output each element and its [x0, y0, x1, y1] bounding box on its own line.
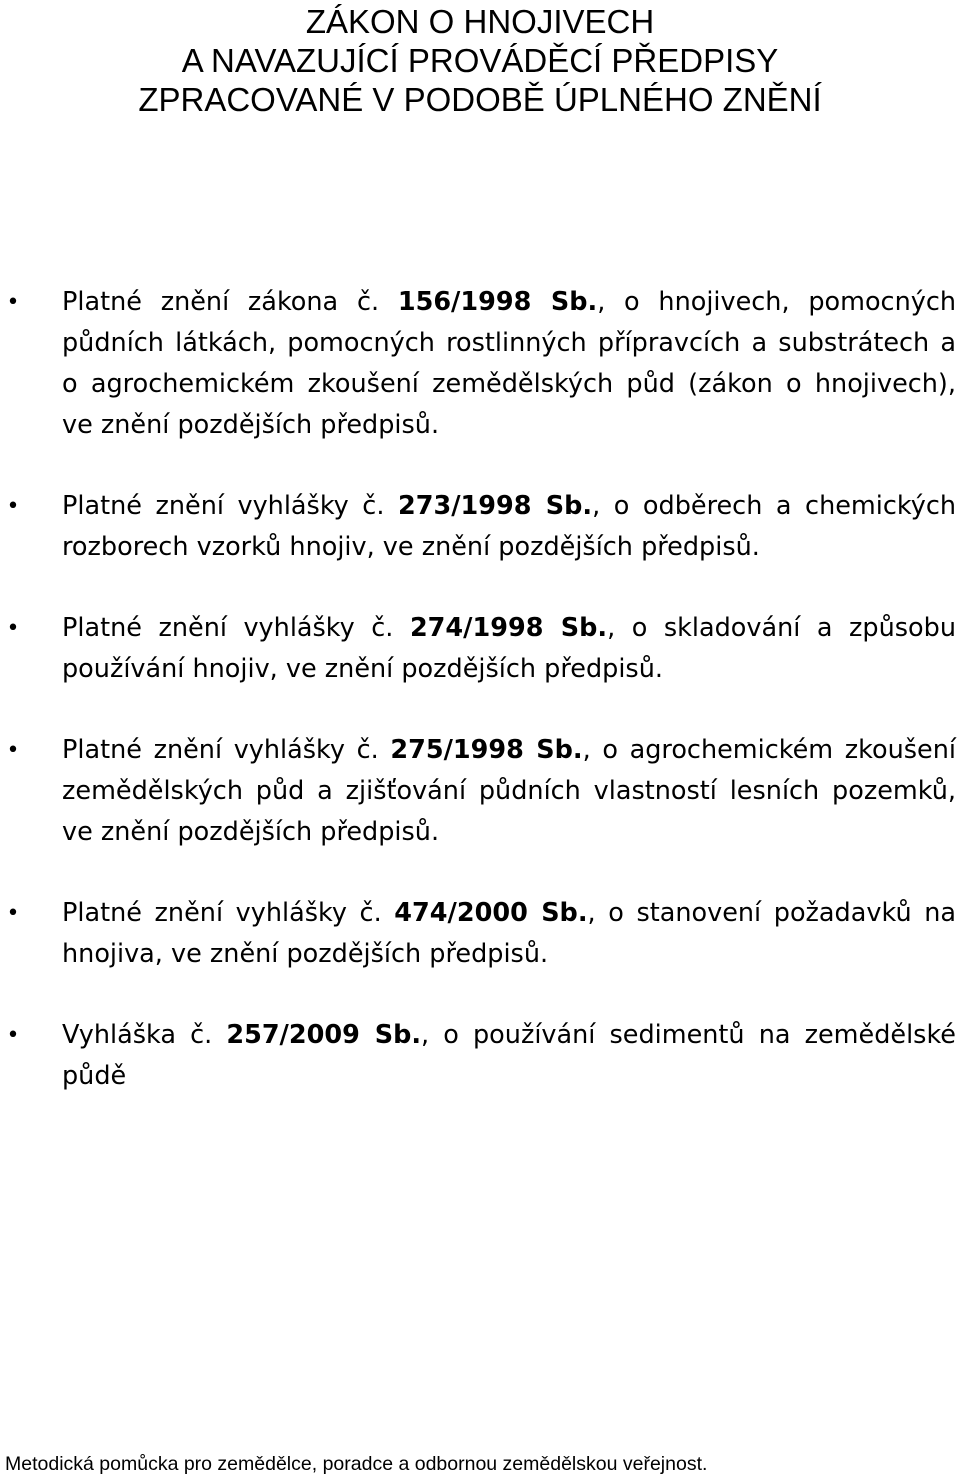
item-reference: 474/2000 Sb. [394, 898, 588, 928]
list-item [0, 730, 960, 853]
item-description: , o hnojivech, pomocných půdních látkách, pomocných rostlinných přípravcích a substrátech a o agrochemickém zkoušení zemědělských půd (zákon o hnojivech), ve znění pozdějších předpisů. [62, 287, 957, 440]
item-lead: Platné znění vyhlášky č. [62, 898, 395, 928]
bullet-icon: • [6, 901, 20, 926]
list-item [0, 282, 960, 446]
list-item [0, 1015, 960, 1097]
list-item [0, 608, 960, 690]
title-line-3: ZPRACOVANÉ V PODOBĚ ÚPLNÉHO ZNĚNÍ [138, 81, 822, 118]
item-description: , o skladování a způsobu používání hnojiv, ve znění pozdějších předpisů. [62, 613, 956, 684]
item-lead: Platné znění vyhlášky č. [62, 735, 391, 765]
page-title [0, 2, 960, 119]
item-description: , o odběrech a chemických rozborech vzorků hnojiv, ve znění pozdějších předpisů. [62, 491, 956, 562]
bullet-icon: • [6, 1023, 20, 1048]
item-lead: Platné znění zákona č. [62, 287, 398, 317]
item-lead: Platné znění vyhlášky č. [62, 613, 410, 643]
bullet-icon: • [6, 616, 20, 641]
item-reference: 275/1998 Sb. [390, 735, 583, 765]
item-lead: Platné znění vyhlášky č. [62, 491, 398, 521]
item-reference: 274/1998 Sb. [409, 613, 608, 643]
item-reference: 257/2009 Sb. [226, 1020, 422, 1050]
item-description: , o používání sedimentů na zemědělské půdě [62, 1020, 957, 1091]
page-footer: Metodická pomůcka pro zemědělce, poradce a odbornou zemědělskou veřejnost. [5, 1453, 708, 1475]
list-item [0, 893, 960, 975]
title-line-1: ZÁKON O HNOJIVECH [305, 3, 655, 40]
item-description: , o agrochemickém zkoušení zemědělských půd a zjišťování půdních vlastností lesních pozemků, ve znění pozdějších předpisů. [62, 735, 956, 847]
bullet-icon: • [6, 738, 20, 763]
title-line-2: A NAVAZUJÍCÍ PROVÁDĚCÍ PŘEDPISY [181, 42, 779, 79]
bullet-icon: • [6, 290, 20, 315]
item-description: , o stanovení požadavků na hnojiva, ve znění pozdějších předpisů. [62, 898, 957, 969]
item-lead: Vyhláška č. [62, 1020, 227, 1050]
item-reference: 156/1998 Sb. [397, 287, 598, 317]
bullet-icon: • [6, 494, 20, 519]
item-reference: 273/1998 Sb. [397, 491, 593, 521]
regulation-list [0, 282, 960, 1097]
list-item [0, 486, 960, 568]
